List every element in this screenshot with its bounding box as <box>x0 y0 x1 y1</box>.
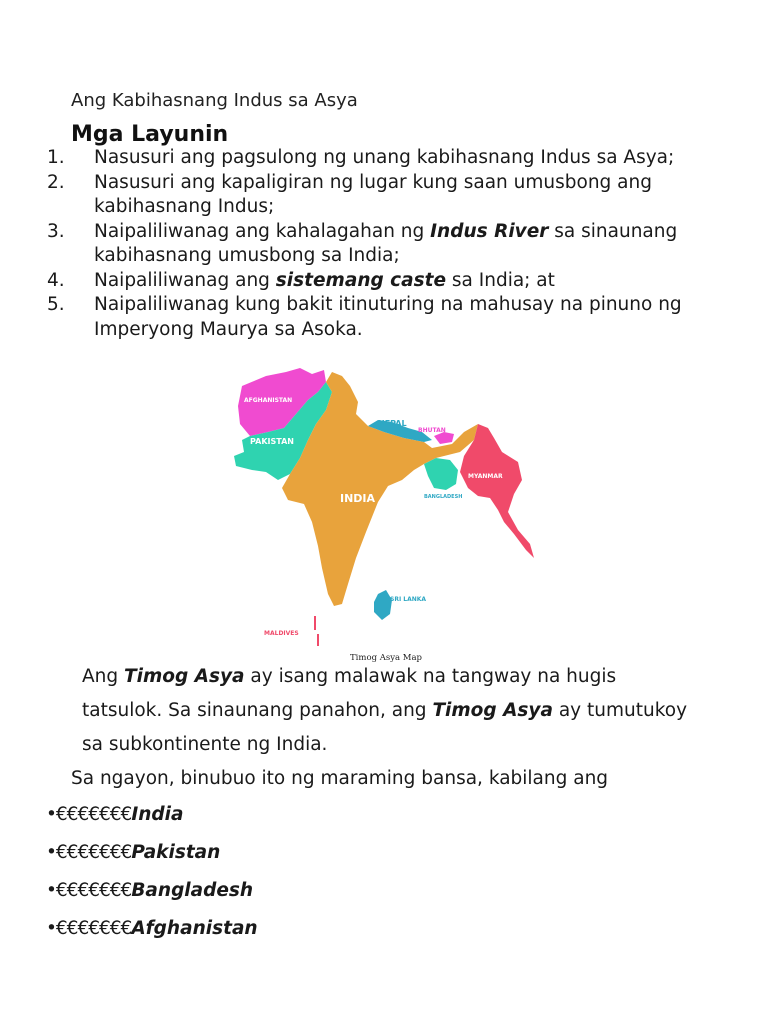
objective-number: 3. <box>47 220 65 242</box>
label-afghanistan: AFGHANISTAN <box>244 397 293 404</box>
objective-number: 2. <box>47 171 65 193</box>
south-asia-map <box>228 362 540 658</box>
objective-item <box>47 146 697 171</box>
sistemang-caste-emphasis: sistemang caste <box>275 269 447 291</box>
country-item-india <box>46 796 258 834</box>
paragraph-body <box>71 660 701 762</box>
objective-item <box>47 293 697 342</box>
country-name: Pakistan <box>131 842 221 863</box>
paragraph-text: ay isang malawak na tangway na hugis tatsulok. Sa sinaunang panahon, ang <box>82 666 617 721</box>
indus-river-emphasis: Indus River <box>430 220 549 242</box>
document-subtitle: Ang Kabihasnang Indus sa Asya <box>71 90 358 111</box>
objective-text <box>72 269 697 294</box>
label-bangladesh: BANGLADESH <box>424 494 463 500</box>
objective-text: Nasusuri ang kapaligiran ng lugar kung saan umusbong ang kabihasnang Indus; <box>94 171 652 217</box>
objective-text <box>72 220 697 269</box>
objective-item <box>47 269 697 294</box>
label-bhutan: BHUTAN <box>418 427 446 434</box>
objective-number: 5. <box>47 294 65 315</box>
objectives-heading: Mga Layunin <box>71 122 229 147</box>
label-sri-lanka: SRI LANKA <box>390 596 427 603</box>
map-region-bangladesh <box>424 458 458 490</box>
country-list <box>46 796 258 948</box>
paragraph-intro-list: Sa ngayon, binubuo ito ng maraming bansa, kabilang ang <box>71 768 609 789</box>
label-maldives: MALDIVES <box>264 630 299 637</box>
map-caption: Timog Asya Map <box>350 653 422 663</box>
bullet-prefix: •€€€€€€€ <box>46 804 132 825</box>
country-item-pakistan <box>46 834 258 872</box>
objective-text-post: sa sinaunang kabihasnang umusbong sa India; <box>94 220 678 266</box>
bullet-prefix: •€€€€€€€ <box>46 880 132 901</box>
timog-asya-emphasis: Timog Asya <box>432 700 553 721</box>
label-pakistan: PAKISTAN <box>250 437 294 446</box>
paragraph-text: Ang <box>82 666 125 687</box>
map-region-myanmar <box>460 424 534 558</box>
map-region-sri-lanka <box>374 590 392 620</box>
objective-item <box>47 220 697 269</box>
country-item-afghanistan <box>46 910 258 948</box>
bullet-prefix: •€€€€€€€ <box>46 842 132 863</box>
objective-text: Naipaliliwanag kung bakit itinuturing na mahusay na pinuno ng Imperyong Maurya sa Asoka. <box>94 294 682 340</box>
objective-text: Nasusuri ang pagsulong ng unang kabihasnang Indus sa Asya; <box>94 147 675 168</box>
country-name: Bangladesh <box>131 880 254 901</box>
objective-number: 4. <box>47 269 65 291</box>
country-item-bangladesh <box>46 872 258 910</box>
objective-item <box>47 171 697 220</box>
label-myanmar: MYANMAR <box>468 473 503 480</box>
objective-number: 1. <box>47 147 65 168</box>
objective-text-pre: Naipaliliwanag ang <box>94 269 276 291</box>
country-name: Afghanistan <box>131 918 258 939</box>
objective-text-post: sa India; at <box>446 269 555 291</box>
label-nepal: NEPAL <box>378 419 407 428</box>
country-name: India <box>131 804 184 825</box>
map-region-maldives <box>314 616 319 646</box>
timog-asya-emphasis: Timog Asya <box>124 666 245 687</box>
objective-text-pre: Naipaliliwanag ang kahalagahan ng <box>94 220 431 242</box>
bullet-prefix: •€€€€€€€ <box>46 918 132 939</box>
timog-asya-paragraph <box>71 660 701 796</box>
objectives-list <box>47 146 697 342</box>
label-india: INDIA <box>340 492 376 505</box>
paragraph-text: ay tumutukoy sa subkontinente ng India. <box>82 700 688 755</box>
